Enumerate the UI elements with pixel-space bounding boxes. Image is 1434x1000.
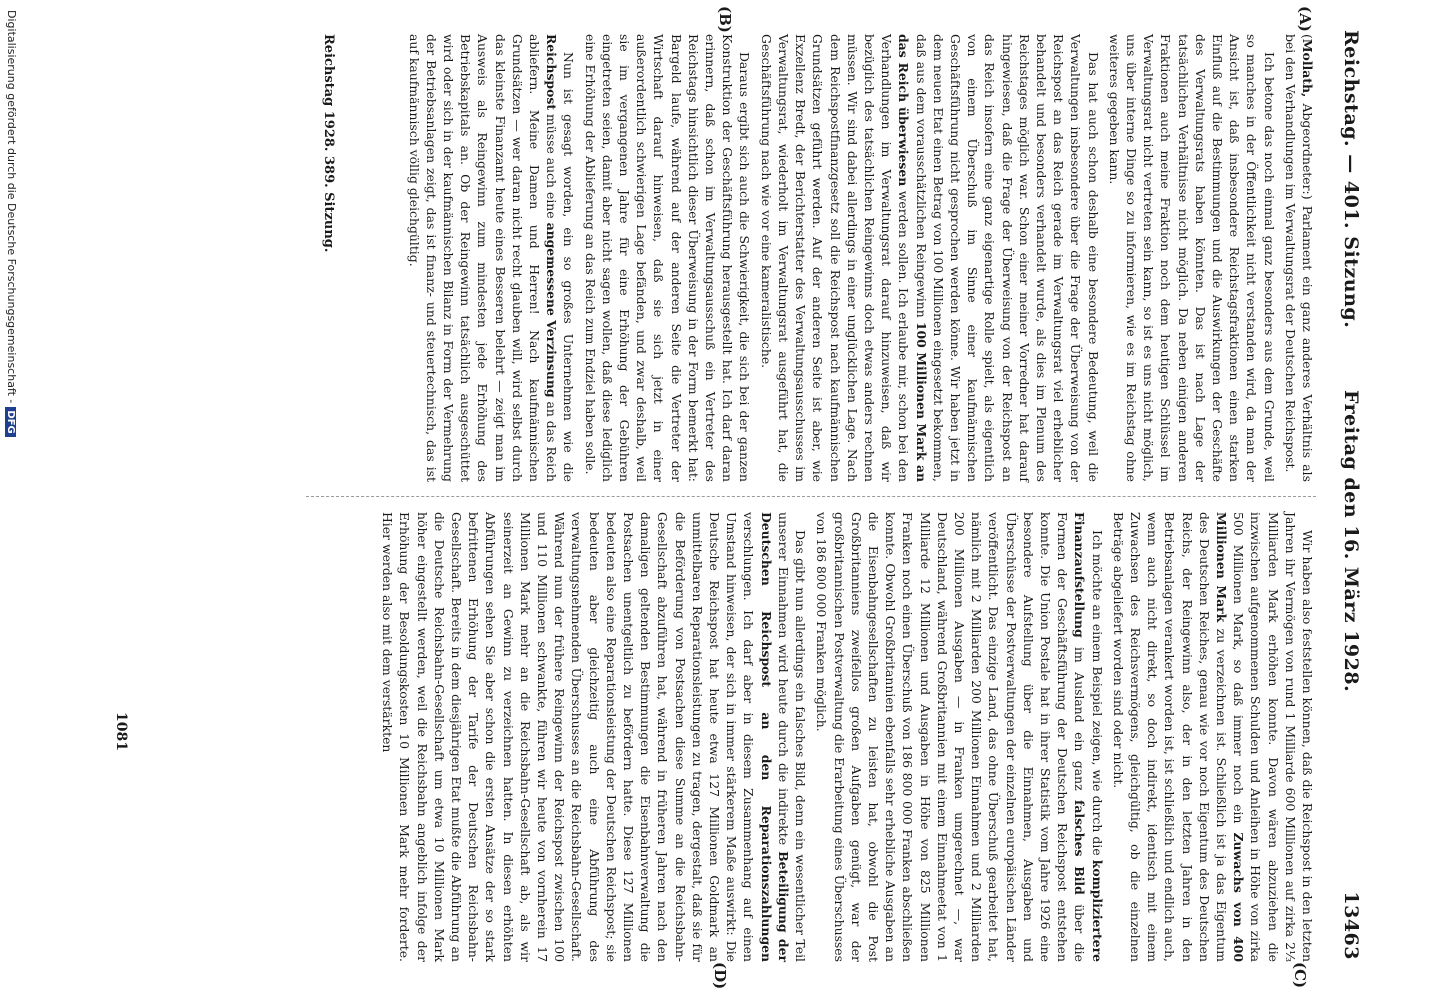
footer-sheet-number: 1081 bbox=[113, 712, 129, 751]
paragraph-text: über die Formen der Geschäftsführung der Deutschen Reichspost entstehen konnte. Die Union Postale hat in ihrer Statistik vom Jahre 1926 eine besondere Aufstellung über die Einnahmen, Ausgaben und Überschüsse der Postverwaltungen der einzelnen europäischen Länder veröffentlicht. Das einzige Land, das ohne Überschuß gearbeitet hat, nämlich mit 2 Milliarden 200 Millionen Einnahmen und 2 Milliarden 200 Millionen Ausgaben — in Franken umgerechnet —, war Deutschland, während Großbritannien mit einem Einnahmeetat von 1 Milliarde 12 Millionen und Ausgaben in Höhe von 825 Millionen Franken noch einen Überschuß von 186 800 000 Franken abschließen konnte. Obwohl Großbritannien ebenfalls sehr erhebliche Ausgaben an die Eisenbahngesellschaften zu leisten hat, obwohl die Post Großbritanniens zweifellos großen Aufgaben genügt, war der großbritannischen Postverwaltung die Erarbeitung eines Überschusses von 186 800 000 Franken möglich. bbox=[814, 512, 1088, 962]
emphasis: kompliziertere Finanzaufstellung bbox=[1072, 512, 1105, 962]
paragraph-text: zu verzeichnen ist. Schließlich ist ja das Eigentum des Deutschen Reiches, genau wie vor noch Eigentum des Deutschen Reichs, der Reingewinn also, der in den letzten Jahren in den Betriebsanlagen verankert worden ist, ist schließlich und endlich auch, wenn auch nicht direkt, so doch indirekt, identisch mit einem Zuwachsen des Reichsvermögens, gleichgültig, ob die einzelnen Beträge abgeliefert worden sind oder nicht. bbox=[1110, 512, 1229, 962]
paragraph-text: Das hat auch schon deshalb eine besondere Bedeutung, weil die Verwaltungen insbesondere über die Frage der Überweisung von der Reichspost an das Reich gerade im Verwaltungsrat viel erheblicher behandelt und besonders verhandelt wurde, als dies im Plenum des Reichstages möglich war. Schon einer meiner Vorredner hat darauf hingewiesen, daß die Frage der Überweisung von der Reichspost an das Reich insofern eine ganz eigenartige Rolle spielt, als eigentlich von einem Überschuß im Sinne einer kaufmännischen Geschäftsführung nicht gesprochen werden könne. Wir haben jetzt in dem neuen Etat einen Betrag von 100 Millionen eingesetzt bekommen, daß aus dem vorausschätzlichen Reingewinn bbox=[913, 34, 1101, 482]
paragraph: Ich betone das noch einmal ganz besonders aus dem Grunde, weil so manches in der Öffentlichkeit nicht verstanden wird, da man der Ansicht ist, daß insbesondere Reichstagsfraktionen einen starken Einfluß auf die Bestimmungen und die Auswirkungen der Geschäfte des Verwaltungsrats haben könnten. Das ist nach Lage der tatsächlichen Verhältnisse nicht möglich. Da neben einigen anderen Fraktionen auch meine Fraktion noch dem heutigen Schlüssel im Verwaltungsrat nicht vertreten sein kann, so ist es uns nicht möglich, uns über interne Dinge so zu informieren, wie es im Reichstag ohne weiteres gegeben kann. bbox=[1106, 34, 1277, 482]
margin-mark-c: (C) bbox=[1291, 962, 1309, 989]
dfg-logo: DFG bbox=[5, 407, 16, 436]
paragraph bbox=[758, 34, 1102, 482]
paragraph-text: Das gibt nun allerdings ein falsches Bild, denn ein wesentlicher Teil unserer Einnahmen wird heute durch die indirekte bbox=[775, 512, 809, 962]
paragraph bbox=[1110, 512, 1316, 962]
left-column bbox=[401, 34, 1316, 482]
right-column bbox=[375, 512, 1316, 962]
speaker-role: Abgeordneter: bbox=[1300, 103, 1315, 195]
emphasis: angemessene Verzinsung bbox=[544, 222, 560, 398]
paragraph bbox=[405, 34, 577, 482]
paragraph-text: werden sollen. Ich erlaube mir, schon bei den Verhandlungen im Verwaltungsrat darauf hinzuweisen, daß wir bezüglich des tatsächlichen Reingewinns doch etwas anders rechnen müssen. Wir sind dabei allerdings in einer unglücklichen Lage. Nach dem Reichspostfinanzgesetz soll die Reichspost nach kaufmännischen Grundsätzen geführt werden. Auf der anderen Seite ist aber, wie Exzellenz Bredt, der Berichterstatter des Verwaltungsausschusses im Verwaltungsrat, wiederholt im Verwaltungsrat ausgeführt hat, die Geschäftsführung nach wie vor eine kameralistische. bbox=[758, 34, 912, 482]
paragraph bbox=[813, 512, 1105, 962]
paragraph: (Mollath, Abgeordneter:) Parlament ein ganz anderes Verhältnis als bei den Verhandlungen im Verwaltungsrat der Deutschen Reichspost. bbox=[1282, 34, 1315, 482]
paragraph-text: Parlament ein ganz anderes Verhältnis als bei den Verhandlungen im Verwaltungsrat der Deutschen Reichspost. bbox=[1282, 34, 1315, 482]
margin-mark-a: (A) bbox=[1296, 6, 1314, 32]
digitization-note bbox=[5, 10, 18, 437]
emphasis: falsches Bild bbox=[1072, 800, 1088, 895]
paragraph-text: im Ausland ein ganz bbox=[1072, 647, 1088, 791]
emphasis: Reichspost bbox=[544, 34, 560, 111]
emphasis: Beteiligung der Deutschen Reichspost an den Reparationszahlungen bbox=[758, 512, 791, 962]
paragraph-text: Ich möchte an einem Beispiel zeigen, wie durch die bbox=[1089, 530, 1105, 856]
page-header bbox=[1332, 30, 1362, 960]
emphasis: 100 Millionen Mark an das Reich überwiesen bbox=[896, 34, 929, 482]
column-divider bbox=[306, 496, 1316, 497]
digitization-text: Digitalisierung gefördert durch die Deutsche Forschungsgemeinschaft - bbox=[5, 10, 18, 404]
paragraph-text: müsse auch eine bbox=[544, 114, 560, 219]
speaker-name: Mollath, bbox=[1300, 38, 1315, 98]
margin-mark-d: (D) bbox=[711, 962, 729, 990]
margin-mark-b: (B) bbox=[716, 6, 734, 33]
paragraph-text: Nun ist gesagt worden, ein so großes Unternehmen wie die bbox=[561, 52, 577, 482]
paragraph-text: verschlungen. Ich darf aber in diesem Zusammenhang auf einen Umstand hinweisen, der sich in immer stärkerem Maße auswirkt: Die Deutsche Reichspost hat heute etwa 127 Millionen Goldmark an unmittelbaren Reparationsleistungen zu tragen, dergestalt, daß sie für die Beförderung von Postsachen diese Summe an die Reichsbahn-Gesellschaft abzuführen hat, während in früheren Jahren nach den damaligen geltenden Bestimmungen die Eisenbahnverwaltung die Postsachen unentgeltlich zu befördern hatte. Diese 127 Millionen bedeuten also eine Reparationsleistung der Deutschen Reichspost; sie bedeuten aber gleichzeitig auch eine Abführung des verwaltungsnehmenden Überschusses an die Reichsbahn-Gesellschaft. Während nun der frühere Reingewinn der Reichspost zwischen 100 und 110 Millionen schwankte, führen wir heute von vornherein 17 Millionen Mark mehr an die Reichsbahn-Gesellschaft ab, als wir seinerzeit an Gewinn zu verzeichnen hatten. In diesen erhöhten Abführungen sehen Sie aber schon die ersten Ansätze der so stark befrittenen Erhöhung der Tarife der Deutschen Reichsbahn-Gesellschaft. Bereits in dem diesjährigen Etat mußte die Abführung an die Deutsche Reichsbahn-Gesellschaft um etwa 10 Millionen Mark höher eingestellt werden, weil die Reichsbahn angeblich infolge der Erhöhung der Besoldungskosten 10 Millionen Mark mehr forderte. Hier werden also mit dem verstärkten bbox=[380, 512, 757, 962]
page-number: 13463 bbox=[1340, 891, 1362, 960]
paragraph-text: Wir haben also feststellen können, daß die Reichspost in den letzten Jahren ihr Vermögen von rund 1 Milliarde 600 Millionen auf zirka 2⅓ Milliarden Mark erhöhen konnte. Davon wären abzuziehen die inzwischen aufgenommenen Schulden und Anleihen in Höhe von zirka 500 Millionen Mark, so daß immer noch ein bbox=[1231, 512, 1315, 962]
paragraph bbox=[379, 512, 809, 962]
header-date: Freitag den 16. März 1928. bbox=[1340, 390, 1362, 693]
footer-sitting: Reichstag 1928. 389. Sitzung. bbox=[321, 34, 336, 253]
paragraph-text: an das Reich abliefern. Meine Damen und Herren! Nach kaufmännischen Grundsätzen — wer daran nicht recht glauben will, wird selbst durch das kleinste Finanzamt heute eines Besseren belehrt — zeigt man im Ausweis als Reingewinn zum mindesten jede Erhöhung des Betriebskapitals an. Ob der Reingewinn tatsächlich ausgeschüttet wird oder sich in der kaufmännischen Bilanz in Form der Vermehrung der Betriebsanlagen zeigt, das ist finanz- und steuertechnisch, das ist auf kaufmännisch völlig gleichgültig. bbox=[406, 34, 560, 482]
paragraph: Daraus ergibt sich auch die Schwierigkeit, die sich bei der ganzen Konstruktion der Geschäftsführung herausgestellt hat. Ich darf daran erinnern, daß schon im Verwaltungsausschuß ein Vertreter des Reichstags hinsichtlich dieser Überweisung in der Form bemerkt hat: Bargeld laufe, während auf der anderen Seite die Vertreter der Wirtschaft darauf hinweisen, daß sie sich jetzt in einer außerordentlich schwierigen Lage befänden, und zwar deshalb, weil sie im vergangenen Jahre für eine Erhöhung der Gebühren eingetreten seien, damit aber nicht sagen wollen, daß diese lediglich eine Erhöhung der Ablieferung an das Reich zum Endziel haben solle. bbox=[582, 34, 753, 482]
emphasis: Zuwachs von 400 Millionen Mark bbox=[1213, 512, 1247, 962]
header-left: Reichstag. — 401. Sitzung. bbox=[1340, 30, 1362, 329]
